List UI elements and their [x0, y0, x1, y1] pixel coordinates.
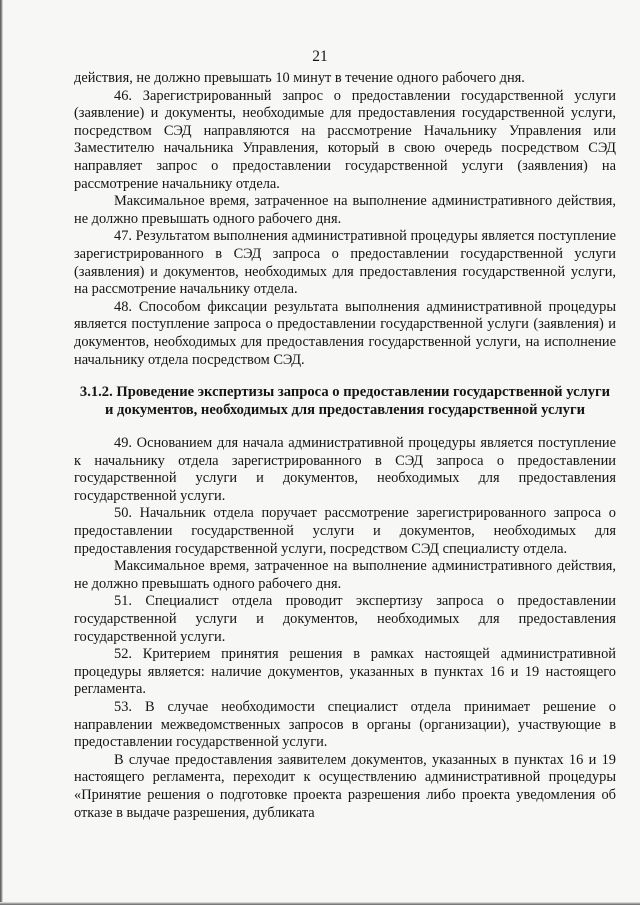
paragraph: действия, не должно превышать 10 минут в течение одного рабочего дня.	[74, 70, 525, 86]
paragraph: Максимальное время, затраченное на выполнение административного действия, не должно превышать одного рабочего дня.	[74, 558, 616, 592]
page-number: 21	[312, 48, 328, 65]
paragraph: 50. Начальник отдела поручает рассмотрение зарегистрированного запроса о предоставлении государственной услуги и документов, необходимых для предоставления государственной услуги, посредством СЭД специалисту отдела.	[74, 505, 616, 557]
paragraph: 49. Основанием для начала административной процедуры является поступление к начальнику отдела зарегистрированного в СЭД запроса о предоставлении государственной услуги и документов, необходимых для предоставления государственной услуги.	[74, 435, 616, 504]
paragraph: 46. Зарегистрированный запрос о предоставлении государственной услуги (заявление) и документы, необходимые для предоставления государственной услуги, посредством СЭД направляются на рассмотрение Начальнику Управления или Заместителю начальника Управления, который в свою очередь посредством СЭД направляет запрос о предоставлении государственной услуги (заявления) на рассмотрение начальнику отдела.	[74, 87, 616, 192]
section-heading: 3.1.2. Проведение экспертизы запроса о предоставлении государственной услуги и документов, необходимых для предоставления государственной услуги	[79, 384, 611, 419]
paragraph: Максимальное время, затраченное на выполнение административного действия, не должно превышать одного рабочего дня.	[74, 193, 616, 227]
paragraph: 52. Критерием принятия решения в рамках настоящей административной процедуры является: наличие документов, указанных в пунктах 16 и 19 настоящего регламента.	[74, 646, 616, 698]
paragraph: 51. Специалист отдела проводит экспертизу запроса о предоставлении государственной услуги и документов, необходимых для предоставления государственной услуги.	[74, 593, 616, 645]
bottom-paragraphs	[74, 435, 616, 822]
document-body	[74, 70, 616, 822]
paragraph: 47. Результатом выполнения административной процедуры является поступление зарегистрированного в СЭД запроса о предоставлении государственной услуги (заявления) и документов, необходимых для предоставления государственной услуги, на рассмотрение начальнику отдела.	[74, 228, 616, 298]
paragraph: 53. В случае необходимости специалист отдела принимает решение о направлении межведомственных запросов в органы (организации), участвующие в предоставлении государственной услуги.	[74, 699, 616, 751]
paragraph: 48. Способом фиксации результата выполнения административной процедуры является поступление запроса о предоставлении государственной услуги (заявления) и документов, необходимых для предоставления государственной услуги, на исполнение начальнику отдела посредством СЭД.	[74, 298, 616, 368]
top-paragraphs	[74, 70, 616, 369]
paragraph: В случае предоставления заявителем документов, указанных в пунктах 16 и 19 настоящего регламента, переходит к осуществлению административной процедуры «Принятие решения о подготовке проекта разрешения либо проекта уведомления об отказе в выдаче разрешения, дубликата	[74, 751, 616, 821]
page-left-edge-shadow	[0, 0, 3, 905]
